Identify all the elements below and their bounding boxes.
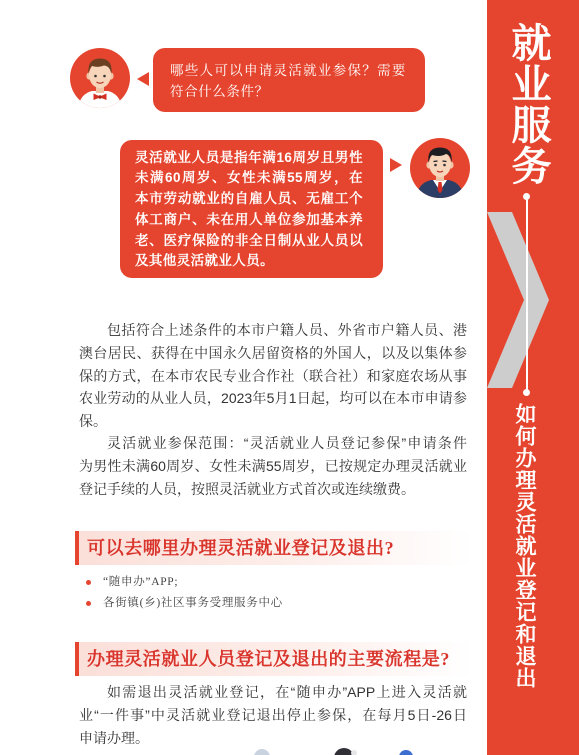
question-line: 符合什么条件？: [170, 84, 269, 99]
eligibility-paragraph: [79, 319, 467, 433]
section-heading-text: 办理灵活就业人员登记及退出的主要流程是?: [87, 649, 450, 669]
question-avatar: [70, 48, 130, 108]
paragraph-line: 灵活就业参保范围：“灵活就业人员登记参保”申请条件: [107, 435, 467, 451]
avatar-bowtie-knot: [98, 95, 101, 98]
answer-line: 未满60周岁、女性未满55周岁，在: [135, 170, 363, 186]
scope-paragraph: [79, 432, 467, 500]
answer-line: 灵活就业人员是指年满16周岁且男性: [135, 149, 363, 165]
question-line: 哪些人可以申请灵活就业参保？需要: [170, 63, 406, 78]
paragraph-line: 登记手续的人员，按照灵活就业方式首次或连续缴费。: [79, 480, 415, 497]
avatar-eye-left: [434, 164, 437, 167]
bullet-dot-icon: [86, 601, 91, 606]
banner-dot-top: [523, 193, 530, 200]
list-item: [84, 593, 283, 614]
banner-divider-line: [526, 198, 528, 392]
section-heading-text: 可以去哪里办理灵活就业登记及退出?: [87, 538, 395, 558]
paragraph-line: 保的方式，在本市农民专业合作社（联合社）和家庭农场从事: [79, 367, 467, 384]
answer-bubble-pointer: [390, 158, 402, 172]
avatar-eye-left: [94, 75, 97, 78]
answer-line: 体工商户、未在用人单位参加基本养: [135, 211, 363, 227]
process-paragraph: [79, 681, 467, 749]
man-bowtie-avatar-icon: [70, 48, 130, 108]
illustration-shape: [334, 748, 354, 755]
section-heading-bar: [75, 531, 79, 565]
banner-subtitle: 如何办理灵活就业登记和退出: [513, 403, 537, 689]
section-heading-where: [75, 531, 473, 565]
paragraph-line: 业“一件事”中灵活就业登记退出停止参保，在每月5日-26日: [79, 706, 467, 723]
answer-avatar: [410, 138, 470, 198]
illustration-shape: [351, 750, 357, 755]
paragraph-line: 包括符合上述条件的本市户籍人员、外省市户籍人员、港: [107, 322, 467, 338]
side-banner: [487, 0, 579, 755]
paragraph-line: 申请办理。: [79, 729, 149, 746]
answer-line: 及其他灵活就业人员。: [135, 253, 274, 269]
section-heading-process: [75, 642, 473, 676]
answer-line: 本市劳动就业的自雇人员、无雇工个: [135, 191, 363, 207]
bottom-illustration: [240, 741, 430, 755]
list-item-text: 各街镇(乡)社区事务受理服务中心: [103, 597, 283, 609]
list-item: [84, 572, 283, 593]
paragraph-line: 保。: [79, 413, 107, 430]
chevron-shape: [487, 212, 549, 388]
paragraph-line: 农业劳动的从业人员，2023年5月1日起，均可以在本市申请参: [79, 390, 467, 407]
paragraph-line: 为男性未满60周岁、女性未满55周岁，已按规定办理灵活就业: [79, 457, 467, 474]
man-suit-avatar-icon: [410, 138, 470, 198]
paragraph-line: 澳台居民、获得在中国永久居留资格的外国人，以及以集体参: [79, 344, 467, 361]
question-bubble: [153, 48, 425, 112]
paragraph-line: 如需退出灵活就业登记，在“随申办”APP上进入灵活就: [107, 684, 467, 700]
section-heading-bar: [75, 642, 79, 676]
avatar-eye-right: [443, 164, 446, 167]
illustration-shape: [254, 749, 270, 755]
answer-bubble: [120, 140, 383, 278]
banner-title: 就业服务: [505, 22, 551, 186]
illustration-shape: [399, 750, 413, 755]
list-item-text: “随申办”APP;: [103, 576, 179, 588]
banner-dot-bottom: [523, 389, 530, 396]
answer-line: 老、医疗保险的非全日制从业人员以: [135, 232, 363, 248]
chevron-right-icon: [487, 200, 557, 400]
avatar-eye-right: [103, 75, 106, 78]
service-location-list: [84, 572, 283, 614]
question-bubble-pointer: [137, 72, 149, 86]
bullet-dot-icon: [86, 580, 91, 585]
